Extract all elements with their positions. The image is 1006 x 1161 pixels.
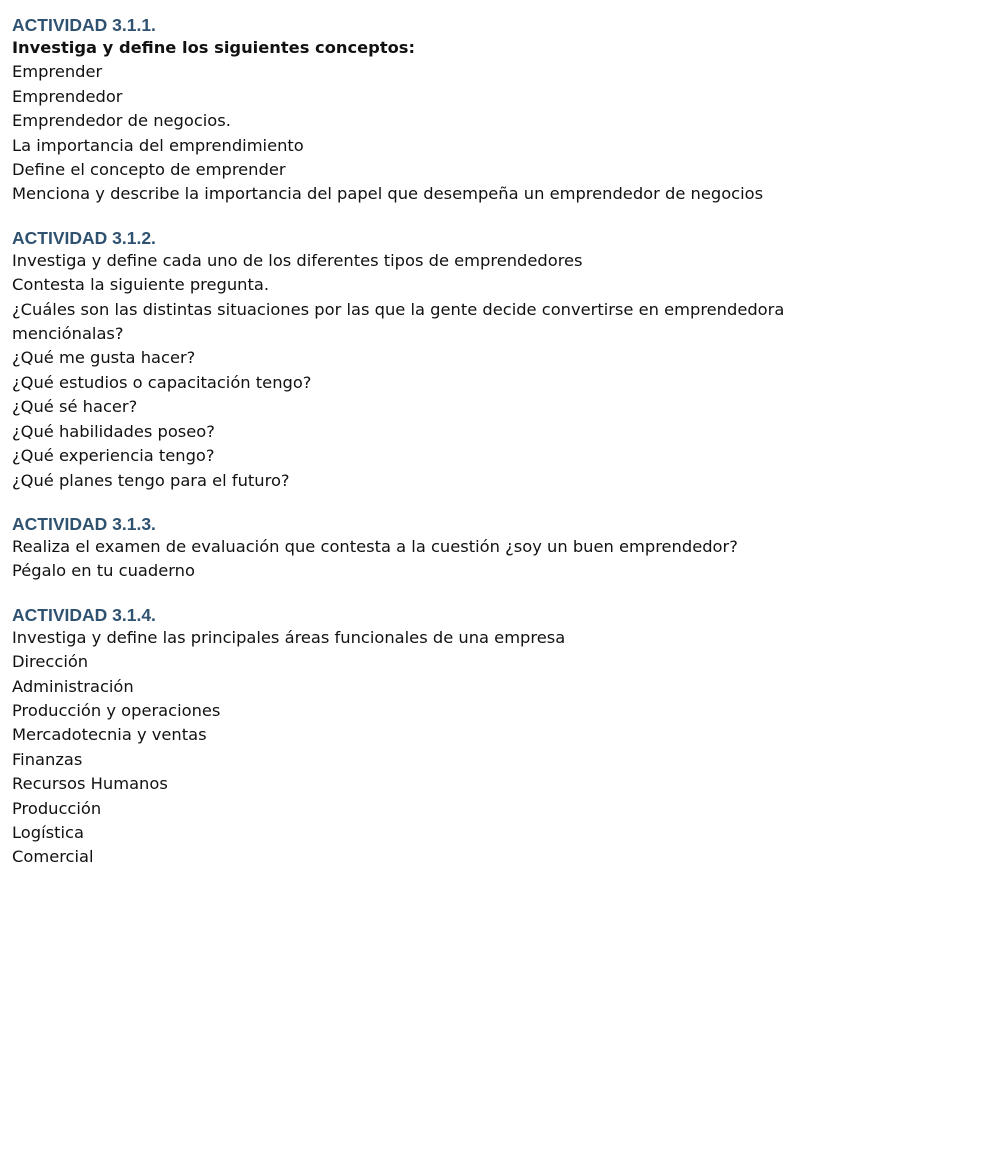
question-item: ¿Qué estudios o capacitación tengo? bbox=[12, 372, 312, 392]
question-item: ¿Qué habilidades poseo? bbox=[12, 421, 215, 441]
concept-item: Emprendedor de negocios. bbox=[12, 111, 231, 131]
document-page bbox=[12, 12, 992, 888]
activity-instruction: Investiga y define cada uno de los diferentes tipos de emprendedores bbox=[12, 250, 583, 270]
functional-area-item: Recursos Humanos bbox=[12, 774, 168, 794]
activity-heading: ACTIVIDAD 3.1.3. bbox=[12, 513, 156, 534]
functional-area-item: Producción y operaciones bbox=[12, 700, 221, 720]
question-item: ¿Qué me gusta hacer? bbox=[12, 348, 196, 368]
functional-area-item: Mercadotecnia y ventas bbox=[12, 725, 207, 745]
activity-instruction: Pégalo en tu cuaderno bbox=[12, 561, 195, 581]
activity-instruction: Investiga y define los siguientes conceptos: bbox=[12, 38, 416, 57]
question-item: ¿Qué experiencia tengo? bbox=[12, 446, 215, 466]
question-item: ¿Qué planes tengo para el futuro? bbox=[12, 470, 290, 490]
question-item-continuation: menciónalas? bbox=[12, 324, 124, 344]
question-item: ¿Qué sé hacer? bbox=[12, 397, 138, 417]
task-item: Define el concepto de emprender bbox=[12, 160, 286, 180]
activity-3-1-4 bbox=[12, 602, 992, 870]
concept-item: La importancia del emprendimiento bbox=[12, 135, 304, 155]
activity-heading: ACTIVIDAD 3.1.2. bbox=[12, 227, 156, 248]
functional-area-item: Logística bbox=[12, 822, 84, 842]
activity-3-1-3 bbox=[12, 511, 992, 584]
activity-heading: ACTIVIDAD 3.1.4. bbox=[12, 604, 156, 625]
concept-item: Emprendedor bbox=[12, 86, 123, 106]
functional-area-item: Administración bbox=[12, 676, 134, 696]
functional-area-item: Producción bbox=[12, 798, 102, 818]
task-item: Menciona y describe la importancia del papel que desempeña un emprendedor de negocios bbox=[12, 184, 764, 204]
activity-instruction: Realiza el examen de evaluación que contesta a la cuestión ¿soy un buen emprendedor? bbox=[12, 536, 738, 556]
activity-3-1-2 bbox=[12, 225, 992, 493]
concept-item: Emprender bbox=[12, 62, 103, 82]
functional-area-item: Dirección bbox=[12, 652, 89, 672]
activity-3-1-1 bbox=[12, 12, 992, 207]
activity-instruction: Contesta la siguiente pregunta. bbox=[12, 275, 270, 295]
activity-instruction: Investiga y define las principales áreas funcionales de una empresa bbox=[12, 627, 566, 647]
activity-heading: ACTIVIDAD 3.1.1. bbox=[12, 15, 156, 35]
question-item: ¿Cuáles son las distintas situaciones por las que la gente decide convertirse en emprendedora bbox=[12, 299, 785, 319]
functional-area-item: Finanzas bbox=[12, 749, 83, 769]
functional-area-item: Comercial bbox=[12, 847, 94, 867]
